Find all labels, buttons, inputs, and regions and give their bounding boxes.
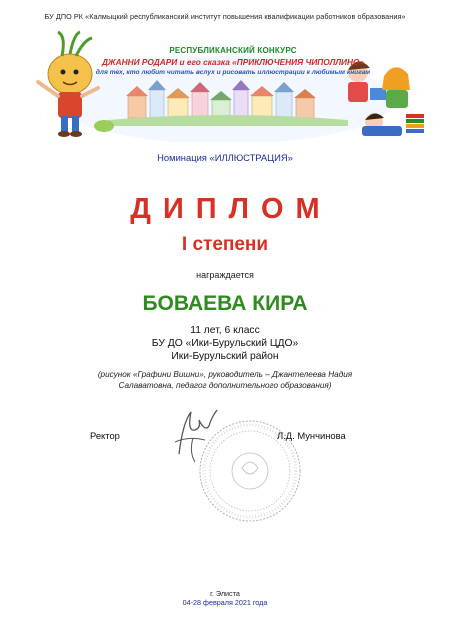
signatory-name: Л.Д. Мунчинова: [277, 430, 346, 441]
footer-dates: 04-28 февраля 2021 года: [182, 598, 268, 607]
recipient-school: БУ ДО «Ики-Бурульский ЦДО»: [151, 338, 299, 349]
contest-tagline: для тех, кто любит читать вслух и рисовать иллюстрации к любимым книгам: [95, 69, 371, 76]
contest-title: РЕСПУБЛИКАНСКИЙ КОНКУРС: [169, 46, 297, 55]
awarded-text: награждается: [196, 270, 254, 280]
nomination-label: Номинация «ИЛЛЮСТРАЦИЯ»: [157, 152, 293, 163]
work-description: (рисунок «Графини Вишни», руководитель – Джантелеева Надия Салаватовна, педагог дополнительного образования): [97, 370, 353, 390]
diploma-title: ДИПЛОМ: [130, 193, 332, 225]
contest-subtitle: ДЖАННИ РОДАРИ и его сказка «ПРИКЛЮЧЕНИЯ ЧИПОЛЛИНО»: [101, 57, 365, 67]
rector-signature: [165, 402, 225, 466]
recipient-age-grade: 11 лет, 6 класс: [190, 325, 260, 336]
recipient-name: БОВАЕВА КИРА: [142, 292, 308, 315]
footer-city: г. Элиста: [210, 589, 240, 598]
signatory-title: Ректор: [90, 430, 120, 441]
diploma-degree: I степени: [181, 234, 269, 255]
recipient-district: Ики-Бурульский район: [171, 351, 279, 362]
organization-header: БУ ДПО РК «Калмыцкий республиканский институт повышения квалификации работников образования»: [44, 12, 406, 21]
